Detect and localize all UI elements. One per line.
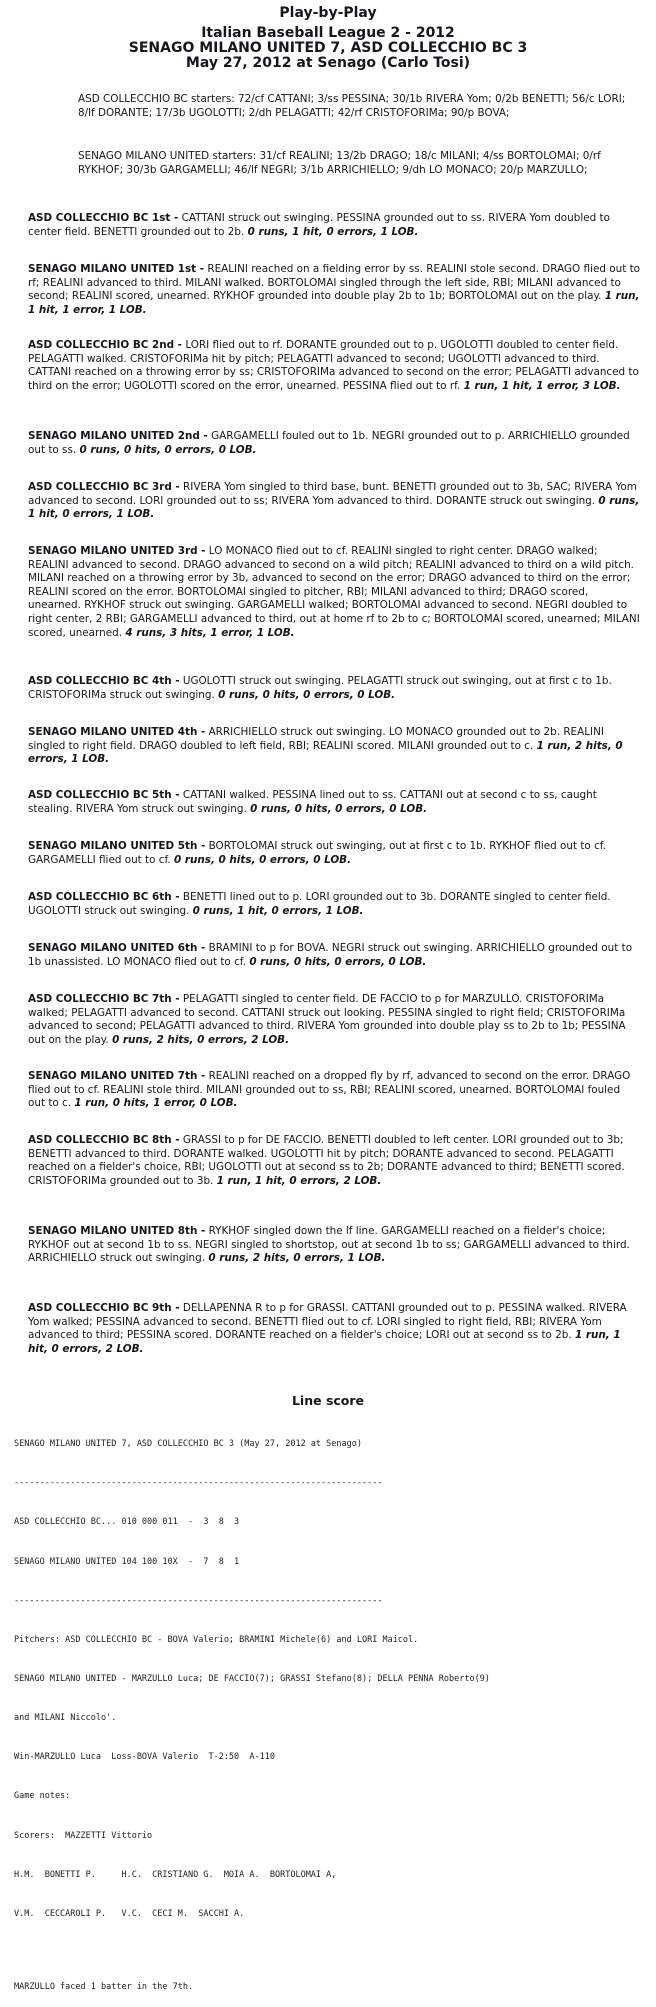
line-score-line: SENAGO MILANO UNITED 7, ASD COLLECCHIO BC 3 (May 27, 2012 at Senago): [14, 1439, 362, 1450]
pitchers-line: and MILANI Niccolo'.: [14, 1713, 117, 1724]
inning-entry: [28, 726, 640, 767]
pitchers-line: Pitchers: ASD COLLECCHIO BC - BOVA Valerio; BRAMINI Michele(6) and LORI Maicol.: [14, 1634, 419, 1645]
blank-line: [14, 1947, 644, 1955]
note-line: MARZULLO faced 1 batter in the 7th.: [14, 1982, 194, 1993]
date-venue: May 27, 2012 at Senago (Carlo Tosi): [185, 55, 471, 71]
inning-label: ASD COLLECCHIO BC 8th -: [28, 1134, 180, 1146]
inning-plays: CATTANI walked. PESSINA lined out to ss. CATTANI out at second c to ss, caught stealing. RIVERA Yom struck out swinging.: [28, 789, 597, 815]
inning-summary: 0 runs, 1 hit, 0 errors, 1 LOB.: [192, 904, 364, 917]
inning-label: SENAGO MILANO UNITED 5th -: [28, 840, 206, 852]
inning-summary: 0 runs, 1 hit, 0 errors, 1 LOB.: [28, 494, 640, 521]
inning-label: SENAGO MILANO UNITED 2nd -: [28, 430, 208, 442]
inning-plays: ARRICHIELLO struck out swinging. LO MONACO grounded out to 2b. REALINI singled to right field. DRAGO doubled to left field, RBI; REALINI scored. MILANI grounded out to c.: [28, 726, 604, 752]
away-starters: ASD COLLECCHIO BC starters: 72/cf CATTANI; 3/ss PESSINA; 30/1b RIVERA Yom; 0/2b BENETTI; 56/c LORI; 8/lf DORANTE; 17/3b UGOLOTTI; 2/dh PELAGATTI; 42/rf CRISTOFORIMa; 90/p BOVA;: [78, 93, 626, 120]
inning-summary: 0 runs, 0 hits, 0 errors, 0 LOB.: [249, 955, 427, 968]
league-name: Italian Baseball League 2 - 2012: [201, 25, 455, 41]
inning-label: ASD COLLECCHIO BC 7th -: [28, 993, 180, 1005]
inning-summary: 4 runs, 3 hits, 1 error, 1 LOB.: [125, 626, 295, 639]
inning-entry: [28, 942, 640, 969]
inning-label: SENAGO MILANO UNITED 1st -: [28, 263, 205, 275]
inning-label: SENAGO MILANO UNITED 6th -: [28, 942, 206, 954]
inning-plays: RIVERA Yom singled to third base, bunt. BENETTI grounded out to 3b, SAC; RIVERA Yom advanced to second. LORI grounded out to ss; RIVERA Yom advanced to third. DORANTE struck out swinging.: [28, 481, 637, 507]
inning-entry: [28, 263, 640, 317]
home-starters: SENAGO MILANO UNITED starters: 31/cf REALINI; 13/2b DRAGO; 18/c MILANI; 4/ss BORTOLOMAI; 0/rf RYKHOF; 30/3b GARGAMELLI; 46/lf NEGRI; 3/1b ARRICHIELLO; 9/dh LO MONACO; 20/p MARZULLO;: [78, 150, 601, 177]
inning-label: ASD COLLECCHIO BC 2nd -: [28, 339, 182, 351]
inning-plays: REALINI reached on a dropped fly by rf, advanced to second on the error. DRAGO flied out to cf. REALINI stole third. MILANI grounded out to ss, RBI; REALINI scored, unearned. BORTOLOMAI fouled out to c.: [28, 1070, 631, 1110]
line-score-box: [14, 1412, 644, 2007]
inning-label: SENAGO MILANO UNITED 3rd -: [28, 545, 206, 557]
inning-entry: [28, 212, 640, 239]
inning-plays: REALINI reached on a fielding error by ss. REALINI stole second. DRAGO flied out to rf; REALINI advanced to third. MILANI walked. BORTOLOMAI singled through the left side, RBI; MILANI advanced to second; REALINI scored, unearned. RYKHOF grounded into double play 2b to 1b; BORTOLOMAI out on the play.: [28, 263, 641, 303]
inning-summary: 0 runs, 0 hits, 0 errors, 0 LOB.: [218, 688, 396, 701]
inning-entry: [28, 545, 640, 640]
matchup-score: SENAGO MILANO UNITED 7, ASD COLLECCHIO BC 3: [128, 40, 528, 56]
inning-plays: GRASSI to p for DE FACCIO. BENETTI doubled to left center. LORI grounded out to 3b; BENETTI advanced to third. DORANTE walked. UGOLOTTI hit by pitch; DORANTE advanced to second. PELAGATTI reached on a fielder's choice, RBI; UGOLOTTI out at second ss to 2b; DORANTE advanced to third; BENETTI scored. CRISTOFORIMa grounded out to 3b.: [28, 1134, 625, 1187]
inning-summary: 0 runs, 2 hits, 0 errors, 2 LOB.: [112, 1033, 290, 1046]
inning-plays: LORI flied out to rf. DORANTE grounded out to p. UGOLOTTI doubled to center field. PELAGATTI walked. CRISTOFORIMa hit by pitch; PELAGATTI advanced to second; UGOLOTTI advanced to third. CATTANI reached on a throwing error by ss; CRISTOFORIMa advanced to second on the error; PELAGATTI advanced to third on the error; UGOLOTTI scored on the error, unearned. PESSINA flied out to rf.: [28, 339, 639, 392]
inning-summary: 0 runs, 2 hits, 0 errors, 1 LOB.: [208, 1252, 386, 1265]
inning-plays: BENETTI lined out to p. LORI grounded out to 3b. DORANTE singled to center field. UGOLOTTI struck out swinging.: [28, 891, 611, 917]
inning-entry: [28, 993, 640, 1047]
line-score-divider: ------------------------------------------------------------------------: [14, 1595, 383, 1606]
inning-entry: [28, 1134, 640, 1188]
inning-summary: 1 run, 0 hits, 1 error, 0 LOB.: [74, 1097, 238, 1110]
inning-plays: GARGAMELLI fouled out to 1b. NEGRI grounded out to p. ARRICHIELLO grounded out to ss.: [28, 430, 630, 456]
line-score-home: SENAGO MILANO UNITED 104 100 10X - 7 8 1: [14, 1556, 240, 1567]
inning-plays: BRAMINI to p for BOVA. NEGRI struck out swinging. ARRICHIELLO grounded out to 1b unassisted. LO MONACO flied out to cf.: [28, 942, 633, 968]
inning-summary: 1 run, 1 hit, 0 errors, 2 LOB.: [216, 1174, 382, 1187]
umpires-line: H.M. BONETTI P. H.C. CRISTIANO G. MOIA A. BORTOLOMAI A,: [14, 1869, 337, 1880]
inning-plays: PELAGATTI singled to center field. DE FACCIO to p for MARZULLO. CRISTOFORIMa walked; PELAGATTI advanced to second. CATTANI struck out looking. PESSINA singled to right field; CRISTOFORIMa advanced to second; PELAGATTI advanced to third. RIVERA Yom grounded into double play ss to 2b to 1b; PESSINA out on the play.: [28, 993, 626, 1046]
umpires-line: V.M. CECCAROLI P. V.C. CECI M. SACCHI A.: [14, 1908, 245, 1919]
inning-entry: [28, 891, 640, 918]
inning-entry: [28, 481, 640, 522]
page-title: Play-by-Play: [279, 5, 377, 21]
game-notes-label: Game notes:: [14, 1791, 71, 1802]
inning-label: ASD COLLECCHIO BC 9th -: [28, 1302, 180, 1314]
inning-plays: UGOLOTTI struck out swinging. PELAGATTI struck out swinging, out at first c to 1b. CRISTOFORIMa struck out swinging.: [28, 675, 612, 701]
inning-entry: [28, 339, 640, 393]
inning-label: SENAGO MILANO UNITED 8th -: [28, 1225, 206, 1237]
inning-label: ASD COLLECCHIO BC 6th -: [28, 891, 180, 903]
inning-plays: RYKHOF singled down the lf line. GARGAMELLI reached on a fielder's choice; RYKHOF out at second 1b to ss. NEGRI singled to shortstop, out at second 1b to ss; GARGAMELLI advanced to third. ARRICHIELLO struck out swinging.: [28, 1225, 630, 1265]
inning-plays: LO MONACO flied out to cf. REALINI singled to right center. DRAGO walked; REALINI advanced to second. DRAGO advanced to second on a wild pitch; REALINI advanced to third on a wild pitch. MILANI reached on a throwing error by 3b, advanced to second on the error; DRAGO advanced to third on the error; REALINI scored on the error. BORTOLOMAI singled to pitcher, RBI; MILANI advanced to third; DRAGO scored, unearned. RYKHOF struck out swinging. GARGAMELLI walked; BORTOLOMAI advanced to second. NEGRI doubled to right center, 2 RBI; GARGAMELLI advanced to third, out at home rf to 2b to c; BORTOLOMAI scored, unearned; MILANI scored, unearned.: [28, 545, 640, 639]
inning-summary: 0 runs, 0 hits, 0 errors, 0 LOB.: [79, 443, 257, 456]
inning-summary: 1 run, 2 hits, 0 errors, 1 LOB.: [28, 739, 623, 766]
inning-label: ASD COLLECCHIO BC 1st -: [28, 212, 179, 224]
line-score-divider: ------------------------------------------------------------------------: [14, 1478, 383, 1489]
inning-plays: DELLAPENNA R to p for GRASSI. CATTANI grounded out to p. PESSINA walked. RIVERA Yom walked; PESSINA advanced to second. BENETTI flied out to cf. LORI singled to right field, RBI; RIVERA Yom advanced to third; PESSINA scored. DORANTE reached on a fielder's choice; LORI out at second ss to 2b.: [28, 1302, 627, 1342]
line-score-title: Line score: [291, 1393, 365, 1408]
inning-summary: 1 run, 1 hit, 1 error, 1 LOB.: [28, 290, 640, 316]
inning-summary: 1 run, 1 hit, 0 errors, 2 LOB.: [28, 1329, 621, 1355]
inning-summary: 0 runs, 0 hits, 0 errors, 0 LOB.: [174, 853, 352, 866]
pitchers-line: SENAGO MILANO UNITED - MARZULLO Luca; DE FACCIO(7); GRASSI Stefano(8); DELLA PENNA Roberto(9): [14, 1673, 490, 1684]
inning-entry: [28, 430, 640, 457]
inning-plays: CATTANI struck out swinging. PESSINA grounded out to ss. RIVERA Yom doubled to center field. BENETTI grounded out to 2b.: [28, 212, 610, 238]
inning-summary: 0 runs, 1 hit, 0 errors, 1 LOB.: [247, 225, 419, 238]
inning-summary: 0 runs, 0 hits, 0 errors, 0 LOB.: [250, 802, 428, 815]
inning-entry: [28, 1225, 640, 1266]
inning-entry: [28, 840, 640, 867]
scorers-line: Scorers: MAZZETTI Vittorio: [14, 1830, 153, 1841]
inning-entry: [28, 1302, 640, 1356]
inning-entry: [28, 1070, 640, 1111]
inning-entry: [28, 675, 640, 702]
decision-line: Win-MARZULLO Luca Loss-BOVA Valerio T-2:50 A-110: [14, 1752, 275, 1763]
inning-label: ASD COLLECCHIO BC 4th -: [28, 675, 180, 687]
line-score-away: ASD COLLECCHIO BC... 010 000 011 - 3 8 3: [14, 1517, 240, 1528]
inning-label: SENAGO MILANO UNITED 7th -: [28, 1070, 206, 1082]
inning-label: ASD COLLECCHIO BC 5th -: [28, 789, 180, 801]
inning-label: SENAGO MILANO UNITED 4th -: [28, 726, 206, 738]
inning-summary: 1 run, 1 hit, 1 error, 3 LOB.: [463, 379, 621, 392]
game-header: [0, 26, 656, 71]
inning-label: ASD COLLECCHIO BC 3rd -: [28, 481, 180, 493]
inning-entry: [28, 789, 640, 816]
inning-plays: BORTOLOMAI struck out swinging, out at first c to 1b. RYKHOF flied out to cf. GARGAMELLI flied out to cf.: [28, 840, 606, 866]
